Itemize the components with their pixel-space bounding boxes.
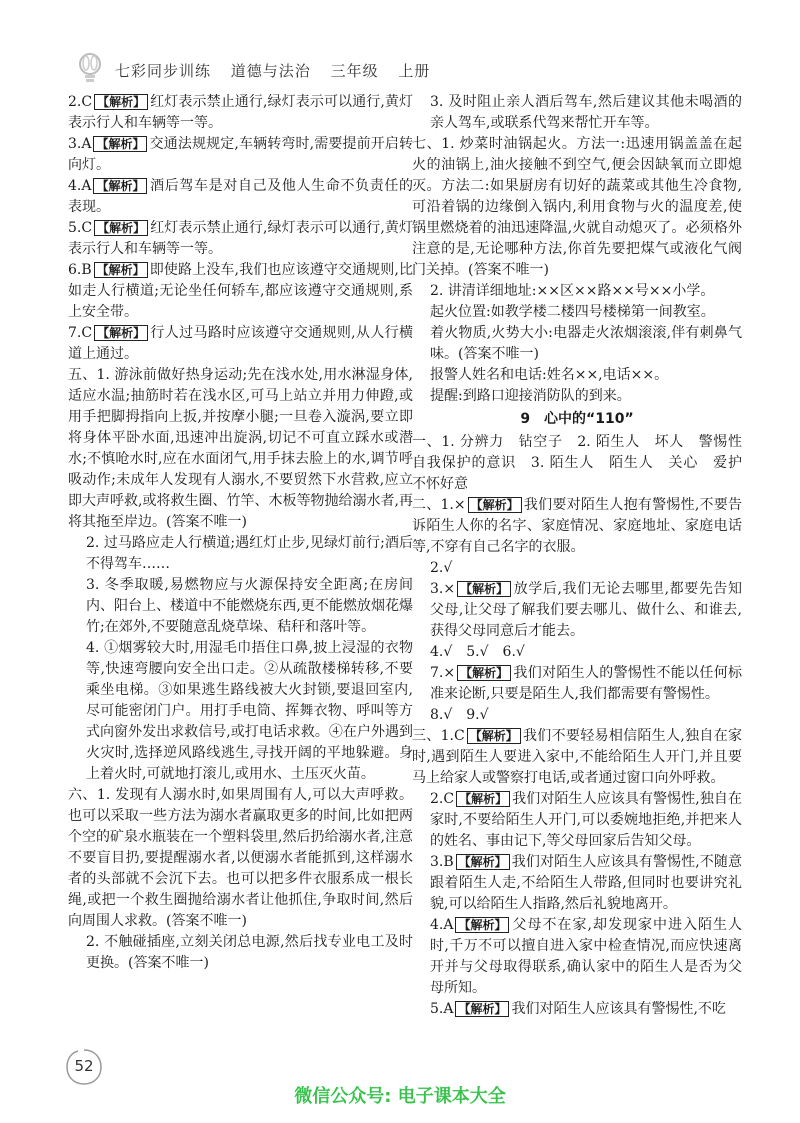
header-series: 七彩同步训练 [115,62,212,80]
analysis-badge: 【解析】 [467,728,521,744]
header-title [115,60,444,81]
answer-mark: 4.A [68,178,92,194]
analysis-badge: 【解析】 [94,220,148,236]
answer-mark: 2.C [430,791,455,807]
answer-mark: 3.B [430,854,454,870]
answer-mark: 三、1.C [412,728,465,744]
header-volume: 上册 [398,62,431,80]
left-column [68,92,413,974]
answer-text: 七、1. 炒菜时油锅起火。方法一:迅速用锅盖盖在起火的油锅上,油火接触不到空气,便会因缺氧而立即熄灭。方法二:如果厨房有切好的蔬菜或其他生冷食物,可沿着锅的边缘倒入锅内,利用食物与火的温度差,使锅里燃烧着的油迅速降温,火就自动熄灭了。必须格外注意的是,无论哪种方法,你首先要把煤气或液化气阀门关掉。(答案不唯一) [412,136,742,278]
answer-item [412,852,742,915]
answer-text: 一、1. 分辨力 钻空子 2. 陌生人 坏人 警惕性 自我保护的意识 3. 陌生人 陌生人 关心 爱护 不怀好意 [412,434,756,492]
answer-text: 4.√ 5.√ 6.√ [430,644,525,660]
answer-mark: 5.A [430,1001,454,1017]
answer-text: 我们对陌生人应该具有警惕性,不随意跟着陌生人走,不给陌生人带路,但同时也要讲究礼貌,可以给陌生人指路,然后礼貌地离开。 [430,854,742,912]
header-grade: 三年级 [330,62,379,80]
answer-item [68,638,413,785]
analysis-badge: 【解析】 [94,94,148,110]
answer-text: 2. 不触碰插座,立刻关闭总电源,然后找专业电工及时更换。(答案不唯一) [86,934,413,971]
answer-item [68,575,413,638]
answer-item [412,323,742,365]
answer-text: 我们对陌生人应该具有警惕性,不吃 [511,1001,726,1017]
answer-item [68,260,413,323]
right-column [412,92,756,1020]
answer-item [68,134,413,176]
answer-text: 父母不在家,却发现家中进入陌生人时,千万不可以擅自进入家中检查情况,而应快速离开并与父母取得联系,确认家中的陌生人是否为父母所知。 [430,917,742,996]
answer-text: 我们对陌生人的警惕性不能以任何标准来论断,只要是陌生人,我们都需要有警惕性。 [430,665,742,702]
answer-text: 起火位置:如教学楼二楼四号楼梯第一间教室。 [430,304,715,320]
analysis-badge: 【解析】 [456,791,510,807]
answer-text: 交通法规规定,车辆转弯时,需要提前开启转向灯。 [68,136,413,173]
answer-item [412,558,742,579]
page-number: 52 [74,1057,94,1075]
answer-item [68,323,413,365]
answer-text: 8.√ 9.√ [430,707,489,723]
answer-item [412,789,742,852]
answer-item [412,386,742,407]
answer-mark: 3.× [430,581,456,597]
analysis-badge: 【解析】 [94,325,148,341]
analysis-badge: 【解析】 [93,136,147,152]
answer-text: 2. 讲清详细地址:××区××路××号××小学。 [430,283,715,299]
answer-text: 放学后,我们无论去哪里,都要先告知父母,让父母了解我们要去哪儿、做什么、和谁去,获得父母同意后才能去。 [430,581,742,639]
answer-text: 提醒:到路口迎接消防队的到来。 [430,388,631,404]
analysis-badge: 【解析】 [455,917,509,933]
answer-text: 五、1. 游泳前做好热身运动;先在浅水处,用水淋湿身体,适应水温;抽筋时若在浅水区,可马上站立并用力伸蹬,或用手把脚拇指向上扳,并按摩小腿;一旦卷入漩涡,要立即将身体平卧水面,迅速冲出旋涡,切记不可直立踩水或潜水;不慎呛水时,应在水面闭气,用手抹去脸上的水,调节呼吸动作;未成年人发现有人溺水,不要贸然下水营救,应立即大声呼救,或将救生圈、竹竿、木板等物抛给溺水者,再将其拖至岸边。(答案不唯一) [68,367,413,530]
answer-text: 2.√ [430,560,453,576]
answer-mark: 4.A [430,917,454,933]
answer-text: 我们不要轻易相信陌生人,独自在家时,遇到陌生人要进入家中,不能给陌生人开门,并且要马上给家人或警察打电话,或者通过窗口向外呼救。 [412,728,742,786]
analysis-badge: 【解析】 [457,665,511,681]
answer-item [412,432,756,495]
analysis-badge: 【解析】 [456,854,510,870]
answer-item [412,92,742,134]
answer-item [412,705,742,726]
answer-mark: 6.B [68,262,92,278]
answer-text: 2. 过马路应走人行横道;遇红灯止步,见绿灯前行;酒后不得驾车…… [86,535,413,572]
answer-mark: 3.A [68,136,92,152]
answer-item [412,663,742,705]
page-header [75,52,755,86]
page-number-badge [64,1047,104,1087]
answer-text: 4. ①烟雾较大时,用湿毛巾捂住口鼻,披上浸湿的衣物等,快速弯腰向安全出口走。②从疏散楼梯转移,不要乘坐电梯。③如果逃生路线被大火封锁,要退回室内,尽可能密闭门户。用打手电筒、挥舞衣物、呼叫等方式向窗外发出求救信号,或打电话求救。④在户外遇到火灾时,选择逆风路线逃生,寻找开阔的平地躲避。身上着火时,可就地打滚儿,或用水、土压灭火苗。 [86,640,413,782]
answer-item [412,134,742,281]
answer-item [68,533,413,575]
light-bulb-logo-icon [75,52,105,84]
answer-item [68,365,413,533]
answer-item [412,365,742,386]
answer-item [412,915,742,999]
answer-mark: 二、1.× [412,497,466,513]
answer-item [412,999,742,1020]
answer-item [412,726,742,789]
answer-mark: 7.C [68,325,93,341]
answer-text: 六、1. 发现有人溺水时,如果周围有人,可以大声呼救。也可以采取一些方法为溺水者赢取更多的时间,比如把两个空的矿泉水瓶装在一个塑料袋里,然后扔给溺水者,注意不要盲目扔,要提醒溺水者,以便溺水者能抓到,这样溺水者的头部就不会沉下去。也可以把多件衣服系成一根长绳,或把一个救生圈抛给溺水者让他抓住,争取时间,然后向周围人求救。(答案不唯一) [68,787,413,929]
analysis-badge: 【解析】 [457,581,511,597]
analysis-badge: 【解析】 [93,178,147,194]
answer-text: 红灯表示禁止通行,绿灯表示可以通行,黄灯表示行人和车辆等一等。 [68,220,413,257]
answer-mark: 5.C [68,220,93,236]
answer-item [412,281,742,302]
answer-text: 报警人姓名和电话:姓名××,电话××。 [430,367,669,383]
answer-item [68,785,413,932]
answer-mark: 7.× [430,665,456,681]
answer-item [412,302,742,323]
answer-mark: 2.C [68,94,93,110]
section-title: 9 心中的“110” [520,411,634,427]
answer-text: 我们对陌生人应该具有警惕性,独自在家时,不要给陌生人开门,可以委婉地拒绝,并把来人的姓名、事由记下,等父母回家后告知父母。 [430,791,742,849]
header-subject: 道德与法治 [230,62,311,80]
analysis-badge: 【解析】 [455,1001,509,1017]
answer-item [68,92,413,134]
answer-text: 即使路上没车,我们也应该遵守交通规则,比如走人行横道;无论坐任何轿车,都应该遵守交通规则,系上安全带。 [68,262,413,320]
answer-text: 行人过马路时应该遵守交通规则,从人行横道上通过。 [68,325,413,362]
answer-item [412,495,742,558]
answer-text: 红灯表示禁止通行,绿灯表示可以通行,黄灯表示行人和车辆等一等。 [68,94,413,131]
answer-text: 3. 及时阻止亲人酒后驾车,然后建议其他未喝酒的亲人驾车,或联系代驾来帮忙开车等。 [430,94,742,131]
answer-item [68,932,413,974]
answer-text: 我们要对陌生人抱有警惕性,不要告诉陌生人你的名字、家庭情况、家庭地址、家庭电话等,不穿有自己名字的衣服。 [412,497,743,555]
answer-text: 酒后驾车是对自己及他人生命不负责任的表现。 [68,178,413,215]
analysis-badge: 【解析】 [94,262,148,278]
answer-item [68,218,413,260]
answer-text: 3. 冬季取暖,易燃物应与火源保持安全距离;在房间内、阳台上、楼道中不能燃烧东西,更不能燃放烟花爆竹;在郊外,不要随意乱烧草垛、秸秆和落叶等。 [86,577,413,635]
answer-item [68,176,413,218]
watermark-text: 微信公众号: 电子课本大全 [294,1086,506,1107]
analysis-badge: 【解析】 [468,497,522,513]
answer-item [412,642,742,663]
answer-text: 着火物质,火势大小:电器走火浓烟滚滚,伴有刺鼻气味。(答案不唯一) [430,325,742,362]
answer-item [412,579,742,642]
